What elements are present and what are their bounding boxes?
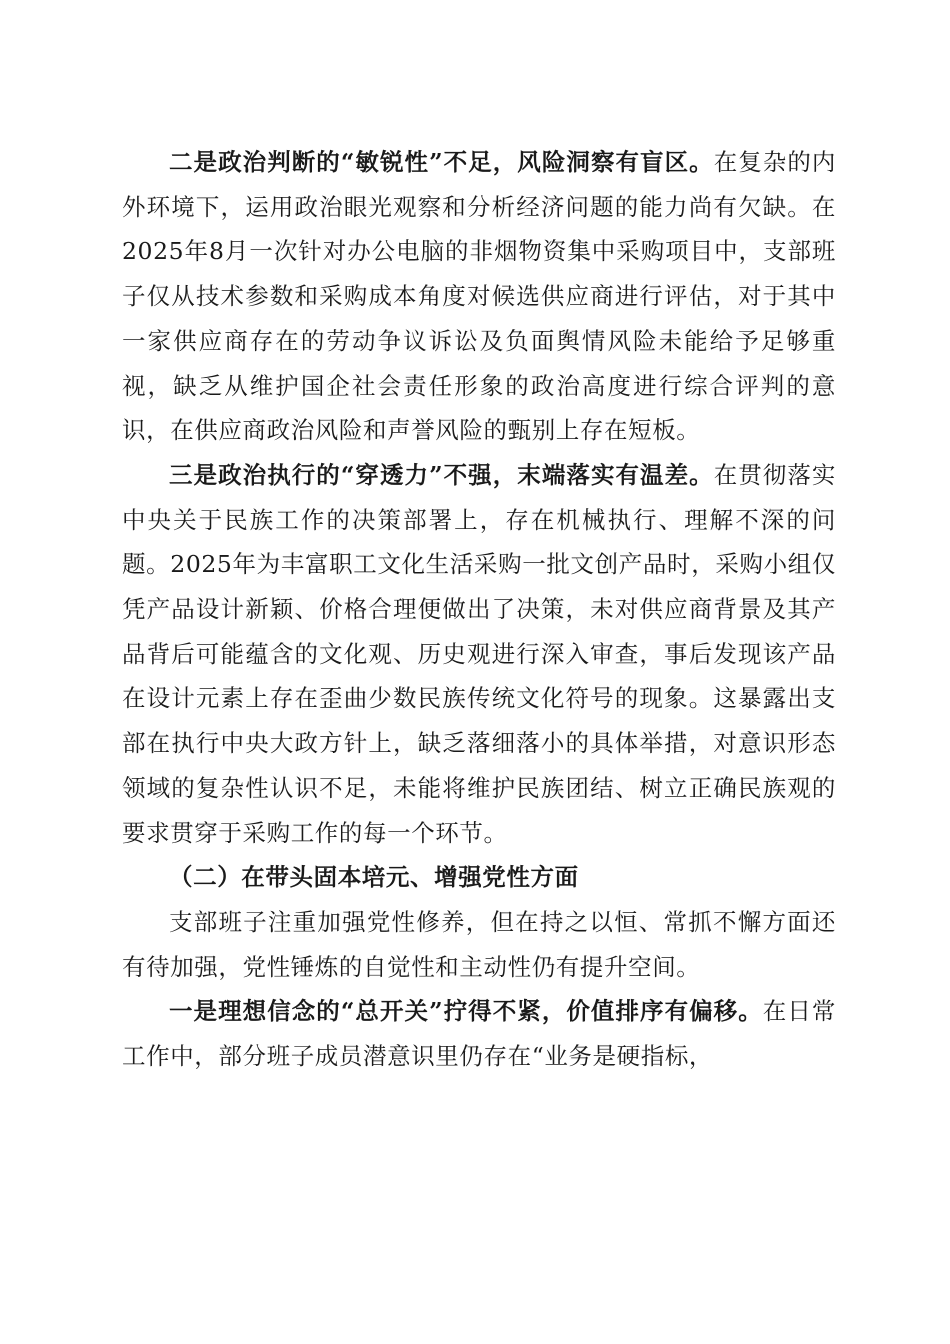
paragraph-lead: 三是政治执行的“穿透力”不强，末端落实有温差。 (169, 460, 714, 489)
paragraph-lead: 一是理想信念的“总开关”拧得不紧，价值排序有偏移。 (169, 997, 763, 1026)
section-intro: 支部班子注重加强党性修养，但在持之以恒、常抓不懈方面还有待加强，党性锤炼的自觉性和主动性仍有提升空间。 (122, 907, 836, 981)
paragraph-political-execution (122, 453, 836, 855)
paragraph-body: 在复杂的内外环境下，运用政治眼光观察和分析经济问题的能力尚有欠缺。在2025年8月一次针对办公电脑的非烟物资集中采购项目中，支部班子仅从技术参数和采购成本角度对候选供应商进行评估，对于其中一家供应商存在的劳动争议诉讼及负面舆情风险未能给予足够重视，缺乏从维护国企社会责任形象的政治高度进行综合评判的意识，在供应商政治风险和声誉风险的甄别上存在短板。 (122, 148, 837, 445)
paragraph-lead: 二是政治判断的“敏锐性”不足，风险洞察有盲区。 (169, 148, 714, 176)
section-heading: （二）在带头固本培元、增强党性方面 (169, 863, 579, 892)
document-page (122, 140, 836, 1079)
paragraph-body: 在日常工作中，部分班子成员潜意识里仍存在“业务是硬指标， (122, 997, 836, 1071)
paragraph-political-judgment (122, 140, 836, 453)
paragraph-body: 在贯彻落实中央关于民族工作的决策部署上，存在机械执行、理解不深的问题。2025年为丰富职工文化生活采购一批文创产品时，采购小组仅凭产品设计新颖、价格合理便做出了决策，未对供应商背景及其产品背后可能蕴含的文化观、历史观进行深入审查，事后发现该产品在设计元素上存在歪曲少数民族传统文化符号的现象。这暴露出支部在执行中央大政方针上，缺乏落细落小的具体举措，对意识形态领域的复杂性认识不足，未能将维护民族团结、树立正确民族观的要求贯穿于采购工作的每一个环节。 (122, 460, 837, 847)
paragraph-ideals-beliefs (122, 989, 836, 1078)
